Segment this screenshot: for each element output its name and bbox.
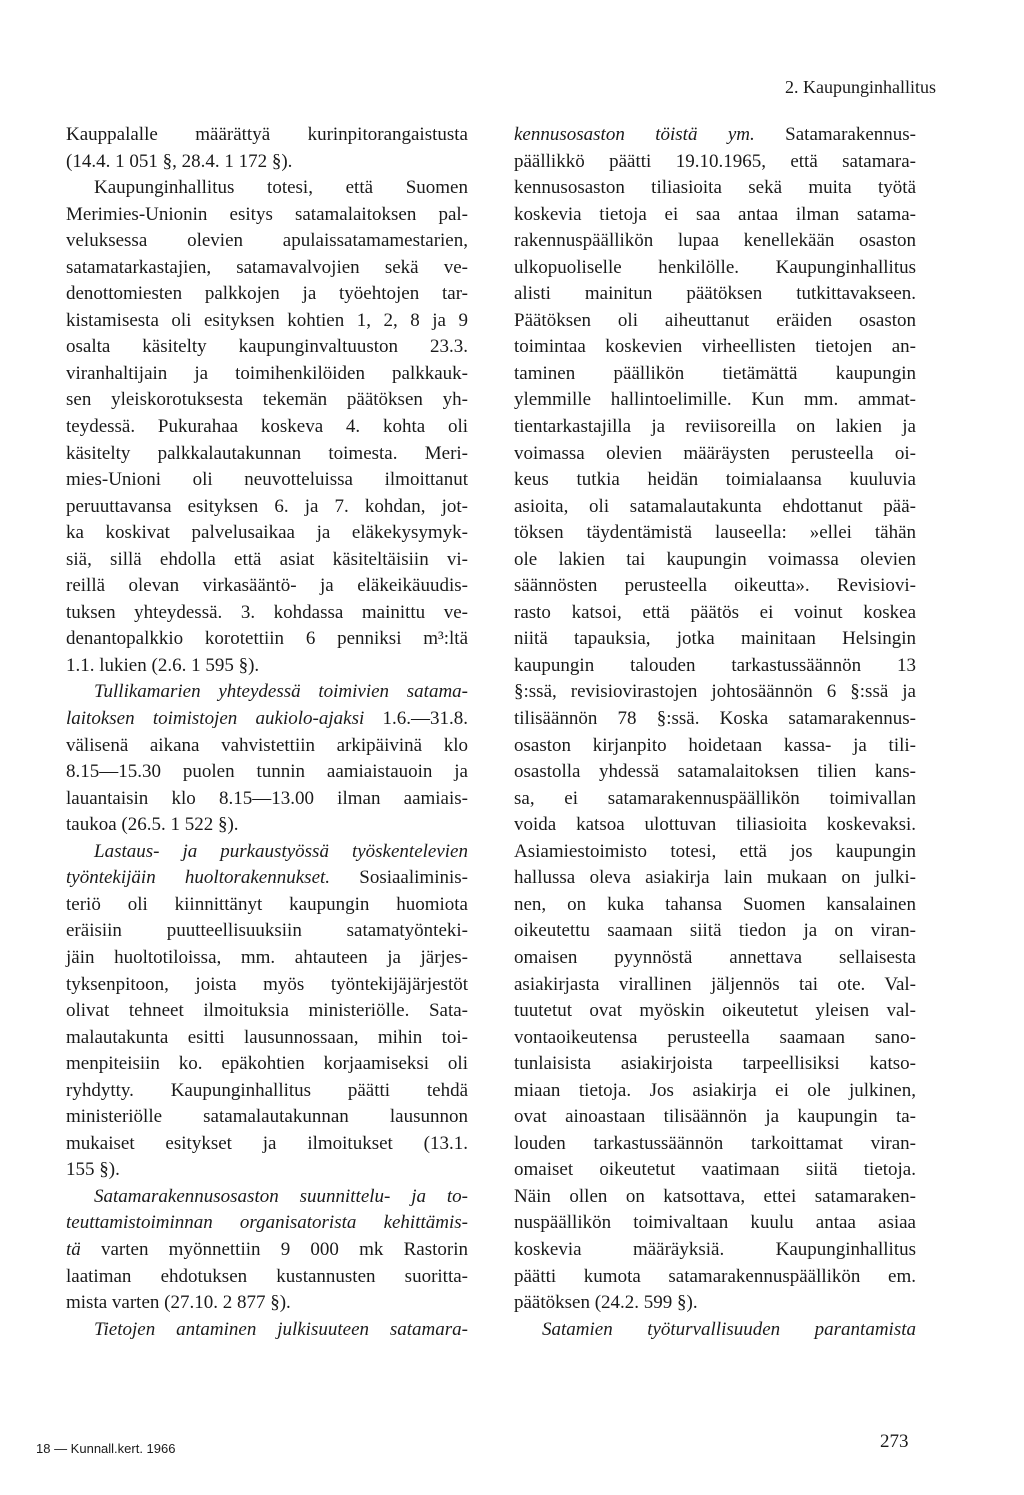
text-line: Kauppalalle määrättyä kurinpitorangaistusta [66, 124, 468, 145]
text-line: oikeutettu saamaan siitä tiedon ja on viran- [514, 920, 916, 942]
text-line: veluksessa olevien apulaissatamamestarien, [66, 230, 468, 252]
text-line: denantopalkkio korotettiin 6 penniksi m³:ltä [66, 628, 468, 650]
text-line: asioita, oli satamalautakunta ehdottanut pää- [514, 495, 916, 517]
text-line: nen, on kuka tahansa Suomen kansalainen [514, 893, 916, 915]
text-line: tyksenpitoon, joista myös työntekijäjärjestöt [66, 973, 468, 995]
text-line: 8.15—15.30 puolen tunnin aamiaistauoin ja [66, 761, 468, 783]
text-line: koskevia määräyksiä. Kaupunginhallitus [514, 1238, 916, 1260]
text-line: sen yleiskorotuksesta tekemän päätöksen yh- [66, 389, 468, 411]
text-line: käsitelty palkkalautakunnan toimesta. Meri- [66, 442, 468, 464]
text-line: tä varten myönnettiin 9 000 mk Rastorin [66, 1238, 468, 1260]
text-line: lauantaisin klo 8.15—13.00 ilman aamiais- [66, 787, 468, 809]
text-line: 1.1. lukien (2.6. 1 595 §). [66, 654, 260, 676]
text-line: mista varten (27.10. 2 877 §). [66, 1292, 291, 1314]
left-column [66, 122, 468, 1343]
text-line: reillä olevan virkasääntö- ja eläkeikäuudis- [66, 575, 468, 597]
text-line: ministeriölle satamalautakunnan lausunnon [66, 1106, 468, 1128]
text-line: ulkopuoliselle henkilölle. Kaupunginhallitus [514, 256, 916, 278]
footer-note: 18 — Kunnall.kert. 1966 [36, 1441, 176, 1456]
text-line: rakennuspäällikön lupaa kenellekään osaston [514, 230, 916, 252]
text-line: Tullikamarien yhteydessä toimivien satama- [94, 681, 468, 703]
text-line: vontaoikeutensa perusteella saamaan sano- [514, 1026, 916, 1048]
text-line: Tietojen antaminen julkisuuteen satamara- [94, 1318, 468, 1340]
text-line: ovat ainoastaan tilisäännön ja kaupungin ta- [514, 1106, 916, 1128]
text-line: päätti kumota satamarakennuspäällikön em. [514, 1265, 916, 1287]
text-line: Kaupunginhallitus totesi, että Suomen [94, 177, 468, 199]
text-line: sa, ei satamarakennuspäällikön toimivallan [514, 787, 916, 809]
text-line: voida katsoa ulottuvan tiliasioita koskevaksi. [514, 814, 916, 836]
page-number: 273 [880, 1431, 909, 1452]
text-line: tuutetut ovat myöskin oikeutetut yleisen val- [514, 1000, 916, 1022]
text-line: kennusosaston töistä ym. Satamarakennus- [514, 124, 916, 145]
text-line: Asiamiestoimisto totesi, että jos kaupungin [514, 840, 916, 862]
text-line: tilisäännön 78 §:ssä. Koska satamarakennus- [514, 708, 916, 730]
text-line: denottomiesten palkkojen ja työehtojen tar- [66, 283, 468, 305]
text-line: niitä tapauksia, jotka mainitaan Helsingin [514, 628, 916, 650]
text-line: toimintaa koskevien virheellisten tietojen an- [514, 336, 916, 358]
text-line: teydessä. Pukurahaa koskeva 4. kohta oli [66, 416, 468, 438]
text-line: tientarkastajilla ja reviisoreilla on lakien ja [514, 416, 916, 438]
text-line: 155 §). [66, 1159, 120, 1181]
text-line: nuspäällikön toimivaltaan kuulu antaa asiaa [514, 1212, 916, 1234]
text-line: osastolla yhdessä satamalaitoksen tilien kans- [514, 761, 916, 783]
text-line: hallussa oleva asiakirja lain mukaan on julki- [514, 867, 916, 889]
text-line: (14.4. 1 051 §, 28.4. 1 172 §). [66, 150, 293, 172]
text-line: ole lakien tai kaupungin voimassa olevien [514, 548, 916, 570]
text-line: asiakirjasta virallinen jäljennös tai ote. Val- [514, 973, 916, 995]
text-line: laitoksen toimistojen aukiolo-ajaksi 1.6.—31.8. [66, 708, 468, 730]
text-line: mukaiset esitykset ja ilmoitukset (13.1. [66, 1132, 468, 1154]
text-line: ka koskivat palvelusaikaa ja eläkekysymyk- [66, 522, 468, 544]
text-line: koskevia tietoja ei saa antaa ilman satama- [514, 203, 916, 225]
text-line: jäin huoltotiloissa, mm. ahtauteen ja järjes- [66, 946, 468, 968]
text-line: säännösten perusteella oikeutta». Revisiovi- [514, 575, 916, 597]
text-line: kaupungin talouden tarkastussäännön 13 [514, 654, 916, 676]
text-line: Näin ollen on katsottava, ettei satamaraken- [514, 1185, 916, 1207]
text-line: Satamien työturvallisuuden parantamista [542, 1318, 916, 1340]
text-line: satamatarkastajien, satamavalvojien sekä ve- [66, 256, 468, 278]
text-line: peruuttavansa esityksen 6. ja 7. kohdan, jot- [66, 495, 468, 517]
text-line: päätöksen (24.2. 599 §). [514, 1292, 698, 1314]
text-line: siä, sillä ehdolla että asiat käsiteltäisiin vi- [66, 548, 468, 570]
text-line: eräisiin puutteellisuuksiin satamatyönteki- [66, 920, 468, 942]
text-line: taukoa (26.5. 1 522 §). [66, 814, 239, 836]
text-line: rasto katsoi, että päätös ei voinut koskea [514, 601, 916, 623]
text-line: menpiteisiin ko. epäkohtien korjaamiseksi oli [66, 1053, 468, 1075]
text-line: taminen päällikön tietämättä kaupungin [514, 362, 916, 384]
text-line: §:ssä, revisiovirastojen johtosäännön 6 §:ssä ja [514, 681, 916, 703]
text-line: Merimies-Unionin esitys satamalaitoksen pal- [66, 203, 468, 225]
text-line: tuksen yhteydessä. 3. kohdassa mainittu ve- [66, 601, 468, 623]
text-line: työntekijäin huoltorakennukset. Sosiaaliminis- [66, 867, 468, 889]
text-line: mies-Unioni oli neuvotteluissa ilmoittanut [66, 469, 468, 491]
text-line: alisti mainitun päätöksen tutkittavakseen. [514, 283, 916, 305]
text-line: laatiman ehdotuksen kustannusten suoritta- [66, 1265, 468, 1287]
text-line: osalta käsitelty kaupunginvaltuuston 23.3. [66, 336, 468, 358]
running-header: 2. Kaupunginhallitus [785, 77, 936, 97]
text-line: osaston kirjanpito hoidetaan kassa- ja tili- [514, 734, 916, 756]
text-line: teuttamistoiminnan organisatorista kehittämis- [66, 1212, 468, 1234]
text-line: ryhdytty. Kaupunginhallitus päätti tehdä [66, 1079, 468, 1101]
text-line: viranhaltijain ja toimihenkilöiden palkkauk- [66, 362, 468, 384]
text-line: töksen täydentämistä lauseella: »ellei tähän [514, 522, 916, 544]
text-line: voimassa olevien määräysten perusteella oi- [514, 442, 916, 464]
text-line: olivat tehneet ilmoituksia ministeriölle. Sata- [66, 1000, 468, 1022]
right-column [514, 122, 916, 1343]
text-line: päällikkö päätti 19.10.1965, että satamara- [514, 150, 916, 172]
text-line: Päätöksen oli aiheuttanut eräiden osaston [514, 309, 916, 331]
text-line: omaisen pyynnöstä annettava sellaisesta [514, 946, 916, 968]
text-line: malautakunta esitti lausunnossaan, mihin toi- [66, 1026, 468, 1048]
text-line: keus tutkia heidän toimialaansa kuuluvia [514, 469, 916, 491]
text-line: miaan tietoja. Jos asiakirja ei ole julkinen, [514, 1079, 916, 1101]
text-line: kennusosaston tiliasioita sekä muita työtä [514, 177, 916, 199]
text-line: omaiset oikeutetut vaatimaan siitä tietoja. [514, 1159, 916, 1181]
text-line: tunlaisista asiakirjoista tarpeellisiksi katso- [514, 1053, 916, 1075]
text-line: Lastaus- ja purkaustyössä työskentelevien [94, 840, 468, 862]
text-line: välisenä aikana vahvistettiin arkipäivinä klo [66, 734, 468, 756]
text-line: kistamisesta oli esityksen kohtien 1, 2, 8 ja 9 [66, 309, 468, 331]
text-line: louden tarkastussäännön tarkoittamat viran- [514, 1132, 916, 1154]
text-line: ylemmille hallintoelimille. Kun mm. ammat- [514, 389, 916, 411]
text-line: teriö oli kiinnittänyt kaupungin huomiota [66, 893, 468, 915]
text-line: Satamarakennusosaston suunnittelu- ja to- [94, 1185, 468, 1207]
